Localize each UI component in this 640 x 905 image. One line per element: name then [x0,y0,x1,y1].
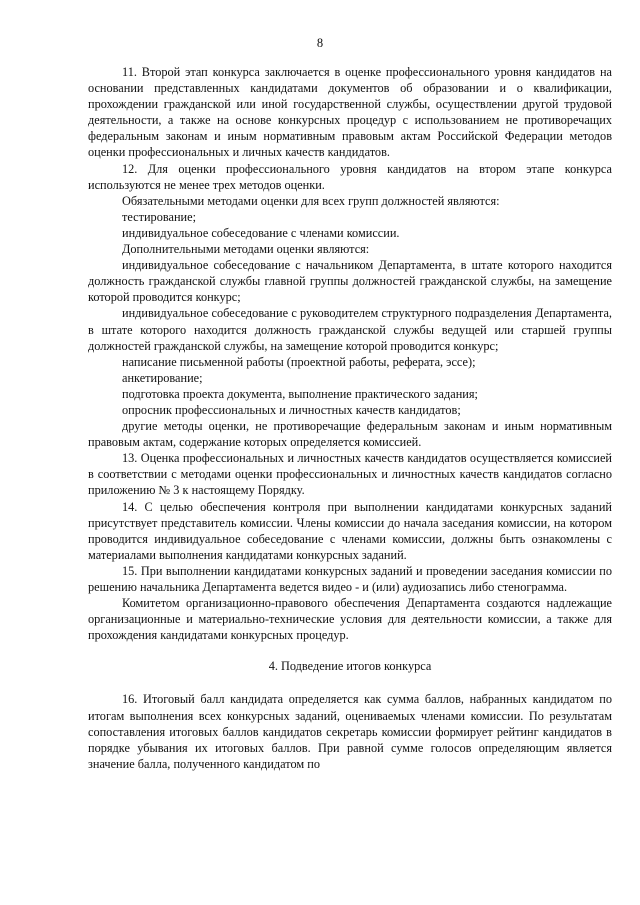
paragraph: 13. Оценка профессиональных и личностных качеств кандидатов осуществляется комиссией в соответствии с методами оценки профессиональных и личностных качеств кандидатов согласно приложению № 3 к настоящему Порядку. [88,451,612,498]
paragraph: индивидуальное собеседование с начальником Департамента, в штате которого находится должность гражданской службы главной группы должностей гражданской службы, на замещение которой проводится конкурс; [88,258,612,305]
paragraph: написание письменной работы (проектной работы, реферата, эссе); [122,354,476,369]
paragraph: индивидуальное собеседование с членами комиссии. [122,225,400,240]
paragraph: 16. Итоговый балл кандидата определяется как сумма баллов, набранных кандидатом по итогам выполнения всех конкурсных заданий, оцениваемых членами комиссии. По результатам сопоставления итоговых баллов кандидатов секретарь комиссии формирует рейтинг кандидатов в порядке убывания их итоговых баллов. При равной сумме голосов определяющим является значение балла, полученного кандидатом по [88,692,612,771]
paragraph: индивидуальное собеседование с руководителем структурного подразделения Департамента, в штате которого находится должность гражданской службы ведущей или старшей группы должностей гражданской службы, на замещение которой проводится конкурс; [88,306,612,353]
paragraph: тестирование; [122,209,196,224]
section-heading: 4. Подведение итогов конкурса [268,659,432,674]
paragraph: 15. При выполнении кандидатами конкурсных заданий и проведении заседания комиссии по решению начальника Департамента ведется видео - и (или) аудиозапись либо стенограмма. [88,563,612,594]
paragraph: Дополнительными методами оценки являются: [122,242,370,257]
paragraph: 11. Второй этап конкурса заключается в оценке профессионального уровня кандидатов на основании представленных кандидатами документов об образовании и о квалификации, прохождении гражданской или иной государственной службы, осуществлении другой трудовой деятельности, а также на основе конкурсных процедур с использованием не противоречащих федеральным законам и иным нормативным правовым актам Российской Федерации методов оценки профессиональных и личных качеств кандидатов. [88,65,612,160]
paragraph: подготовка проекта документа, выполнение практического задания; [122,386,478,401]
paragraphs-after-section [88,691,612,771]
paragraph: 12. Для оценки профессионального уровня кандидатов на втором этапе конкурса используются не менее трех методов оценки. [88,161,612,192]
paragraph: Обязательными методами оценки для всех групп должностей являются: [122,193,500,208]
paragraphs-before-section [88,64,612,643]
page-number: 8 [316,36,324,50]
paragraph: другие методы оценки, не противоречащие федеральным законам и иным нормативным правовым актам, содержание которых определяется комиссией. [88,419,612,450]
document-body [88,64,612,772]
paragraph: Комитетом организационно-правового обеспечения Департамента создаются надлежащие организационные и материально-технические условия для деятельности комиссии, а также для прохождения кандидатами конкурсных процедур. [88,596,612,643]
paragraph: 14. С целью обеспечения контроля при выполнении кандидатами конкурсных заданий присутствует представитель комиссии. Члены комиссии до начала заседания комиссии, на котором проводится индивидуальное собеседование с членами комиссии, должны быть ознакомлены с материалами выполнения кандидатами конкурсных заданий. [88,499,612,562]
paragraph: опросник профессиональных и личностных качеств кандидатов; [122,402,461,417]
paragraph: анкетирование; [122,370,203,385]
